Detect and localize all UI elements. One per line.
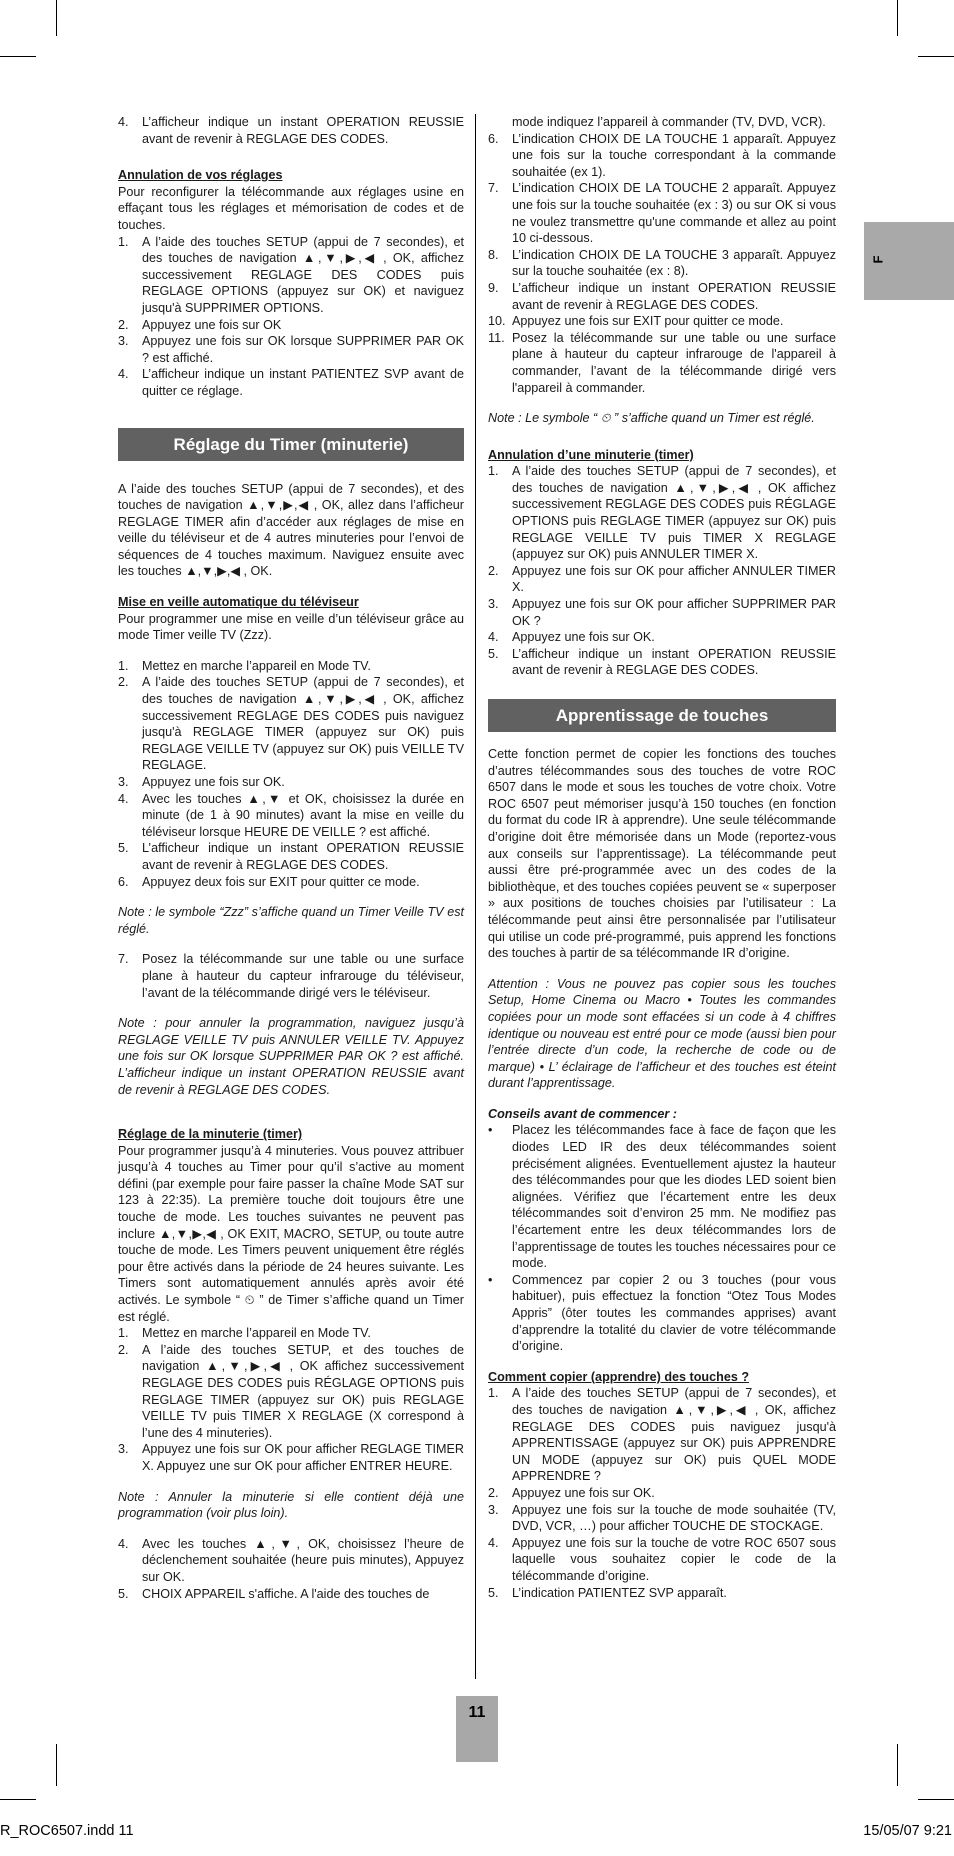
- crop-mark: [56, 0, 57, 36]
- list-item: • Commencez par copier 2 ou 3 touches (pour vous habituer), puis effectuez la fonction “Otez Tous Modes Appris” (ôter toutes les commandes apprises) avant d’apprendre la totalité du clavier de votre télécommande d’origine.: [488, 1272, 836, 1354]
- section-heading: Conseils avant de commencer :: [488, 1106, 677, 1121]
- section-heading: Comment copier (apprendre) des touches ?: [488, 1369, 750, 1384]
- list-item: 4. Appuyez une fois sur la touche de votre ROC 6507 sous laquelle vous souhaitez copier le code de la télécommande d’origine.: [488, 1535, 836, 1583]
- list-item: 11. Posez la télécommande sur une table ou une surface plane à hauteur du capteur infrarouge de l'appareil à commander, l’avant de la télécommande dirigé vers l'appareil à commander.: [488, 330, 836, 395]
- list-item: 7. Posez la télécommande sur une table ou une surface plane à hauteur du capteur infrarouge du téléviseur, l’avant de la télécommande dirigé vers le téléviseur.: [118, 952, 464, 1000]
- list-item: 2. Appuyez une fois sur OK pour afficher ANNULER TIMER X.: [488, 563, 836, 595]
- note: Note : le symbole “Zzz” s’affiche quand un Timer Veille TV est réglé.: [118, 905, 464, 936]
- list-item: 1. A l’aide des touches SETUP (appui de 7 secondes), et des touches de navigation ▲,▼,▶,◀ , OK, affichez successivement REGLAGE DES CODES puis REGLAGE OPTIONS (appuyez sur OK) et naviguez jusqu'à SUPPRIMER OPTIONS.: [118, 234, 464, 315]
- list-item: 3. Appuyez une fois sur OK lorsque SUPPRIMER PAR OK ? est affiché.: [118, 334, 464, 365]
- list: [118, 1536, 464, 1602]
- page-number: 11: [456, 1696, 498, 1762]
- list: [488, 463, 836, 679]
- paragraph: Cette fonction permet de copier les fonctions des touches d’autres télécommandes sous des touches de votre ROC 6507 dans le mode et sous les touches de votre choix. Votre ROC 6507 peut mémoriser jusqu’à 150 touches (en fonction du format du code IR à apprendre). Une seule télécommande d’origine doit être mémorisée dans un Mode (reportez-vous aux conseils sur l’apprentissage). La télécommande peut aussi être pré-programmée avec un des codes de la bibliothèque, et des touches copiées peuvent se « superposer » aux positions de touches choisies par l’utilisateur : La télécommande peut ainsi être personnalisée par l’utilisateur qui utilise un code pré-programmé, puis apprend les fonctions des touches à partir de sa télécommande IR d’origine.: [488, 747, 836, 961]
- list-item: 7. L’indication CHOIX DE LA TOUCHE 2 apparaît. Appuyez une fois sur la touche souhaitée (ex : 3) ou sur OK si vous ne voulez transmettre qu'une commande et allez au point 10 ci-dessous.: [488, 181, 836, 246]
- section-heading: Réglage de la minuterie (timer): [118, 1127, 303, 1142]
- left-column: [118, 114, 464, 1602]
- list: [118, 234, 464, 400]
- note: Note : pour annuler la programmation, naviguez jusqu’à REGLAGE VEILLE TV puis ANNULER VEILLE TV. Appuyez une fois sur OK lorsque SUPPRIMER PAR OK ? est affiché. L’afficheur indique un instant OPERATION REUSSIE avant de revenir à REGLAGE DES CODES.: [118, 1016, 464, 1097]
- list-item: 6. Appuyez deux fois sur EXIT pour quitter ce mode.: [118, 874, 420, 889]
- section-band: Réglage du Timer (minuterie): [118, 428, 464, 461]
- list-item: 8. L’indication CHOIX DE LA TOUCHE 3 apparaît. Appuyez sur la touche souhaitée (ex : 8).: [488, 247, 836, 279]
- paragraph: Pour programmer jusqu’à 4 minuteries. Vous pouvez attribuer jusqu’à 4 touches au Timer pour qu’il s’active au moment défini (par exemple pour faire passer la chaîne Mode SAT sur 123 à 22:35). La première touche doit toujours être une touche de mode. Les touches suivantes ne peuvent pas inclure ▲,▼,▶,◀ , OK EXIT, MACRO, SETUP, ou toute autre touche de mode. Les Timers peuvent uniquement être réglés pour être activés dans la période de 24 heures suivante. Les Timers sont automatiquement annulés après avoir été activés. Le symbole “ ⏲ ” de Timer s’affiche quand un Timer est réglé.: [118, 1143, 464, 1324]
- list-item: 1. Mettez en marche l’appareil en Mode TV.: [118, 1326, 371, 1341]
- list-item: 6. L’indication CHOIX DE LA TOUCHE 1 apparaît. Appuyez une fois sur la touche correspondant à la commande souhaitée (ex 1).: [488, 131, 836, 179]
- list-item: • Placez les télécommandes face à face de façon que les diodes LED IR des deux télécommandes soient précisément alignées. Eventuellement ajustez la hauteur des télécommandes pour que les diodes LED soient bien alignées. Vérifiez que l’écartement entre les deux télécommandes soit d’environ 25 mm. Ne modifiez pas l’écartement entre les deux télécommandes lors de l’apprentissage de toutes les touches nécessaires pour ce mode.: [488, 1123, 836, 1271]
- section-heading: Mise en veille automatique du téléviseur: [118, 595, 359, 610]
- footer-stamp: 15/05/07 9:21: [863, 1823, 952, 1839]
- language-tab-label: F: [870, 255, 886, 264]
- list-item: 4. Avec les touches ▲,▼ et OK, choisissez la durée en minute (de 1 à 90 minutes) avant la mise en veille du téléviseur lorsque HEURE DE VEILLE ? est affiché.: [118, 791, 464, 839]
- paragraph: A l’aide des touches SETUP (appui de 7 secondes), et des touches de navigation ▲,▼,▶,◀ , OK, allez dans l’afficheur REGLAGE TIMER afin d’accéder aux réglages de mise en veille du téléviseur et de 4 autres minuteries pour l’envoi de séquences de 4 touches maximum. Naviguez ensuite avec les touches ▲,▼,▶,◀ , OK.: [118, 481, 464, 579]
- crop-mark: [897, 0, 898, 36]
- crop-mark: [918, 56, 954, 57]
- list-item: 3. Appuyez une fois sur OK.: [118, 775, 285, 789]
- list-item: 3. Appuyez une fois sur OK pour afficher REGLAGE TIMER X. Appuyez une sur OK pour afficher ENTRER HEURE.: [118, 1442, 464, 1473]
- footer-file: R_ROC6507.indd 11: [0, 1823, 134, 1839]
- list: [488, 1122, 836, 1354]
- list-item: 5. L’indication PATIENTEZ SVP apparaît.: [488, 1585, 727, 1600]
- list: [488, 131, 836, 397]
- list-item: 3. Appuyez une fois sur OK pour afficher SUPPRIMER PAR OK ?: [488, 597, 836, 628]
- list-item: 2. A l’aide des touches SETUP (appui de 7 secondes), et des touches de navigation ▲,▼,▶,◀ , OK, affichez successivement REGLAGE DES CODES puis naviguez jusqu'à REGLAGE TIMER (appuyez sur OK) puis REGLAGE VEILLE TV (appuyez sur OK) puis VEILLE TV REGLAGE.: [118, 675, 464, 773]
- right-column: [488, 114, 836, 1601]
- list-item: 2. A l’aide des touches SETUP, et des touches de navigation ▲,▼,▶,◀ , OK affichez successivement REGLAGE DES CODES puis RÉGLAGE OPTIONS puis REGLAGE TIMER (appuyez sur OK) puis REGLAGE VEILLE TV puis TIMER X REGLAGE (X correspond à l’une des 4 minuteries).: [118, 1342, 464, 1440]
- list-item: 3. Appuyez une fois sur la touche de mode souhaitée (TV, DVD, VCR, …) pour afficher TOUCHE DE STOCKAGE.: [488, 1502, 836, 1534]
- note: Attention : Vous ne pouvez pas copier sous les touches Setup, Home Cinema ou Macro • Toutes les commandes copiées pour un mode sont effacées si un code à 4 chiffres identique ou nouveau est entré pour ce mode (aussi bien pour l’entrée directe d’un code, la recherche de code ou de marque) • L’ éclairage de l’afficheur et des touches est éteint durant l’apprentissage.: [488, 976, 836, 1091]
- list-item: 1. A l’aide des touches SETUP (appui de 7 secondes), et des touches de navigation ▲,▼,▶,◀ , OK affichez successivement REGLAGE DES CODES puis RÉGLAGE OPTIONS puis REGLAGE TIMER (appuyez sur OK) puis REGLAGE VEILLE TV puis TIMER X REGLAGE (appuyez sur OK) puis ANNULER TIMER X.: [488, 464, 836, 562]
- list-item: 4. L’afficheur indique un instant PATIENTEZ SVP avant de quitter ce réglage.: [118, 367, 464, 398]
- paragraph: Pour programmer une mise en veille d’un téléviseur grâce au mode Timer veille TV (Zzz).: [118, 611, 464, 643]
- list: [118, 114, 464, 147]
- section-heading: Annulation d’une minuterie (timer): [488, 447, 694, 462]
- list-item: 10. Appuyez une fois sur EXIT pour quitter ce mode.: [488, 314, 784, 329]
- list-item: 4. Avec les touches ▲,▼, OK, choisissez l’heure de déclenchement souhaitée (heure puis minutes), Appuyez sur OK.: [118, 1536, 464, 1584]
- list-item: 1. Mettez en marche l’appareil en Mode TV.: [118, 658, 371, 673]
- note: Note : Le symbole “ ⏲ ” s’affiche quand un Timer est réglé.: [488, 411, 815, 426]
- list-item: 5. CHOIX APPAREIL s'affiche. A l'aide des touches de: [118, 1586, 430, 1601]
- paragraph: mode indiquez l’appareil à commander (TV, DVD, VCR).: [512, 115, 826, 129]
- crop-mark: [897, 1744, 898, 1786]
- section-heading: Annulation de vos réglages: [118, 168, 283, 183]
- list-item: 2. Appuyez une fois sur OK.: [488, 1485, 655, 1500]
- paragraph: Pour reconfigurer la télécommande aux réglages usine en effaçant tous les réglages et mémorisation de codes et de touches.: [118, 184, 464, 232]
- section-band: Apprentissage de touches: [488, 699, 836, 732]
- list: [118, 1325, 464, 1474]
- list-item: 2. Appuyez une fois sur OK: [118, 317, 282, 332]
- list: [118, 658, 464, 890]
- crop-mark: [918, 1799, 954, 1800]
- list: [488, 1385, 836, 1601]
- crop-mark: [0, 56, 36, 57]
- language-tab: [864, 222, 954, 300]
- crop-mark: [56, 1744, 57, 1786]
- column-divider: [475, 114, 476, 1679]
- list-item: 4. L’afficheur indique un instant OPERATION REUSSIE avant de revenir à REGLAGE DES CODES.: [118, 115, 464, 146]
- list-item: 5. L’afficheur indique un instant OPERATION REUSSIE avant de revenir à REGLAGE DES CODES.: [488, 646, 836, 678]
- note: Note : Annuler la minuterie si elle contient déjà une programmation (voir plus loin).: [118, 1489, 464, 1521]
- crop-mark: [0, 1799, 36, 1800]
- list: [118, 951, 464, 1001]
- list-item: 1. A l’aide des touches SETUP (appui de 7 secondes), et des touches de navigation ▲,▼,▶,◀ , OK, affichez REGLAGE DES CODES puis naviguez jusqu'à APPRENTISSAGE (appuyez sur OK) puis APPRENDRE UN MODE (appuyez sur OK) puis QUEL MODE APPRENDRE ?: [488, 1386, 836, 1484]
- list-item: 5. L’afficheur indique un instant OPERATION REUSSIE avant de revenir à REGLAGE DES CODES.: [118, 841, 464, 872]
- list-item: 4. Appuyez une fois sur OK.: [488, 630, 655, 645]
- list-item: 9. L’afficheur indique un instant OPERATION REUSSIE avant de revenir à REGLAGE DES CODES.: [488, 280, 836, 312]
